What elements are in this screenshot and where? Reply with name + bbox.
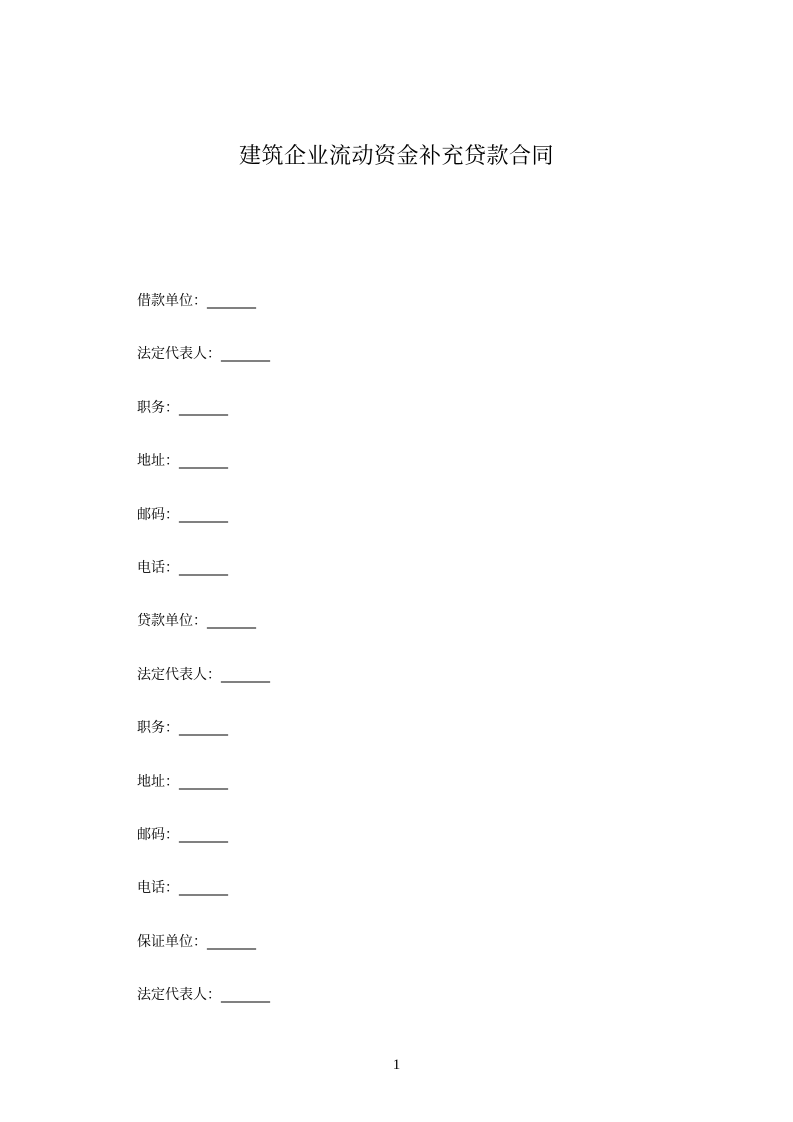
- field-guarantor-unit: 保证单位：_______: [137, 933, 256, 950]
- field-lender-legal-rep: 法定代表人：_______: [137, 666, 270, 683]
- field-lender-address: 地址：_______: [137, 773, 228, 790]
- field-borrower-unit: 借款单位：_______: [137, 293, 256, 309]
- field-lender-phone: 电话：_______: [137, 880, 228, 897]
- page-number: 1: [392, 1057, 401, 1073]
- document-title: 建筑企业流动资金补充贷款合同: [238, 144, 554, 169]
- party-info-list: [137, 287, 697, 1034]
- field-borrower-phone: 电话：_______: [137, 559, 228, 576]
- field-lender-postcode: 邮码：_______: [137, 826, 228, 843]
- field-borrower-position: 职务：_______: [137, 399, 228, 416]
- field-borrower-legal-rep: 法定代表人：_______: [137, 346, 270, 363]
- field-lender-unit: 贷款单位：_______: [137, 613, 256, 630]
- field-guarantor-legal-rep: 法定代表人：_______: [137, 987, 270, 1004]
- field-borrower-address: 地址：_______: [137, 453, 228, 470]
- field-lender-position: 职务：_______: [137, 720, 228, 737]
- field-borrower-postcode: 邮码：_______: [137, 506, 228, 523]
